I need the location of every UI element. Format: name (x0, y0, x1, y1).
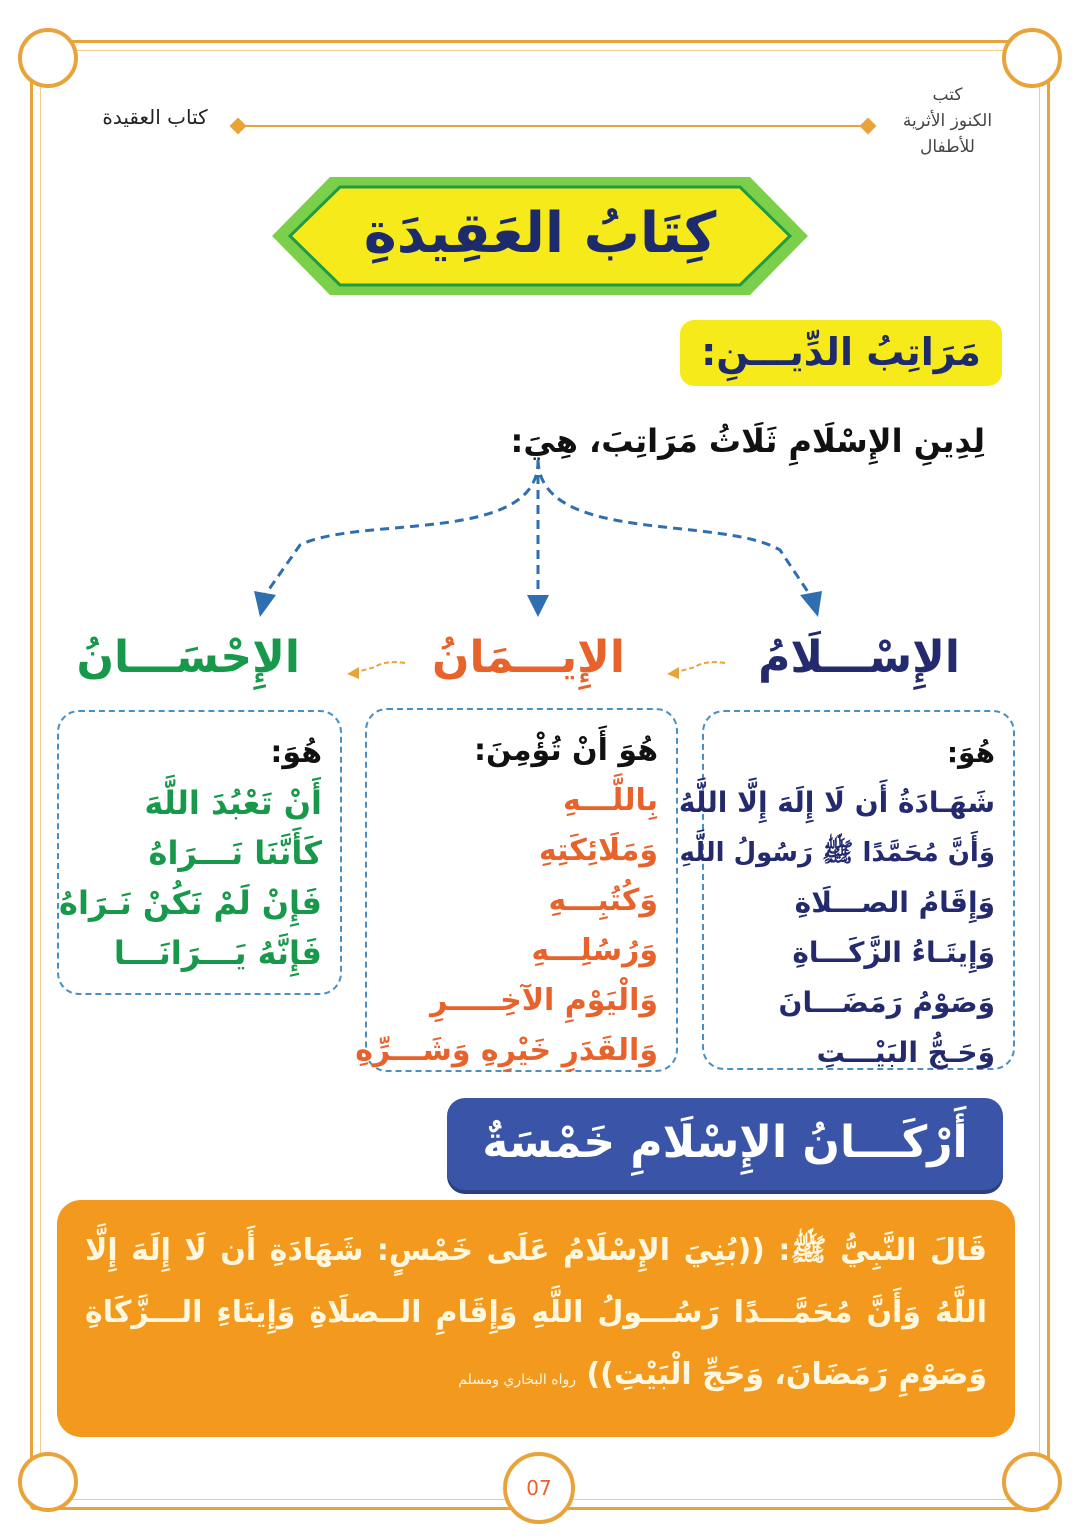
list-item: بِاللَّـــهِ (563, 783, 658, 818)
list-item: وَمَلَائِكَتِهِ (538, 833, 658, 868)
small-arrow-icon (345, 655, 410, 685)
corner-ornament (18, 28, 78, 88)
arrow-to-ihsan (265, 460, 538, 595)
list-item: وَالْيَوْمِ الآخِـــــرِ (430, 983, 658, 1018)
small-arrow-icon (665, 655, 730, 685)
hadith-text: قَالَ النَّبِيُّ ﷺ: ((بُنِيَ الإِسْلَامُ عَلَى خَمْسٍ: شَهَادَةِ أَن لَا إِلَهَ إِلَّا اللَّهُ وَأَنَّ مُحَمَّـــدًا رَسُـــولُ اللَّهِ وَإِقَامِ الــصلَاةِ وَإِيتَاءِ الـــزَّكَاةِ وَصَوْمِ رَمَضَانَ، وَحَجِّ الْبَيْتِ)) (85, 1233, 987, 1392)
list-item: وَإِقَامُ الصـــلَاةِ (794, 886, 995, 919)
publisher-logo (885, 82, 1010, 170)
box-lead: هُوَ: (946, 736, 995, 769)
list-item: فَإِنَّهُ يَـــرَانَـــا (113, 934, 322, 972)
list-item: وَصَوْمُ رَمَضَـــانَ (778, 986, 995, 1019)
box-lead: هُوَ: (270, 735, 322, 770)
box-lead: هُوَ أَنْ تُؤْمِنَ: (473, 733, 658, 768)
arrowhead-icon (800, 591, 822, 617)
list-item: وَحَـجُّ البَيْـــتِ (816, 1036, 995, 1069)
heading-islam: الإِسْـــلَامُ (758, 632, 960, 683)
heading-ihsan: الإِحْسَـــانُ (76, 632, 300, 683)
pillars-banner: أَرْكَـــانُ الإِسْلَامِ خَمْسَةٌ (447, 1098, 1003, 1190)
list-item: أَنْ تَعْبُدَ اللَّهَ (144, 784, 322, 822)
iman-box (355, 708, 678, 1072)
corner-ornament (18, 1452, 78, 1512)
arrowhead-icon (254, 591, 276, 617)
list-item: فَإِنْ لَمْ نَكُنْ نَـرَاهُ (59, 884, 322, 922)
heading-iman: الإِيـــمَانُ (431, 632, 625, 683)
list-item: شَهَـادَةُ أَن لَا إِلَهَ إِلَّا اللَّهُ (678, 786, 995, 819)
list-item: كَأَنَّنَا نَـــرَاهُ (148, 834, 322, 872)
intro-text: لِدِينِ الإِسْلَامِ ثَلَاثُ مَرَاتِبَ، هِيَ: (510, 422, 985, 460)
list-item: وَإِيتَـاءُ الزَّكَـــاةِ (792, 936, 995, 969)
header-divider (240, 125, 870, 127)
list-item: وَأَنَّ مُحَمَّدًا ﷺ رَسُولُ اللَّهِ (679, 838, 995, 868)
hadith-source: رواه البخاري ومسلم (458, 1372, 576, 1388)
ihsan-box (57, 710, 342, 995)
list-item: وَرُسُلِـــهِ (531, 933, 658, 968)
logo-line: كتب (932, 85, 963, 105)
corner-ornament (1002, 28, 1062, 88)
running-header: كتاب العقيدة (102, 105, 208, 129)
list-item: وَالقَدَرِ خَيْرِهِ وَشَـــرِّهِ (355, 1033, 658, 1068)
branch-arrows (240, 455, 840, 625)
arrow-to-islam (538, 460, 810, 595)
title-banner (270, 175, 810, 297)
logo-line: الكنوز الأثرية (902, 111, 993, 131)
logo-line: للأطفال (920, 137, 975, 157)
section-label: مَرَاتِبُ الدِّيـــنِ: (680, 320, 1002, 386)
page-title: كِتَابُ العَقِيدَةِ (363, 201, 717, 266)
list-item: وَكُتُبِـــهِ (548, 883, 658, 918)
arrowhead-icon (527, 595, 549, 617)
corner-ornament (1002, 1452, 1062, 1512)
page-number: 07 (503, 1452, 575, 1524)
islam-box (678, 710, 1015, 1070)
hadith-box (57, 1200, 1015, 1437)
